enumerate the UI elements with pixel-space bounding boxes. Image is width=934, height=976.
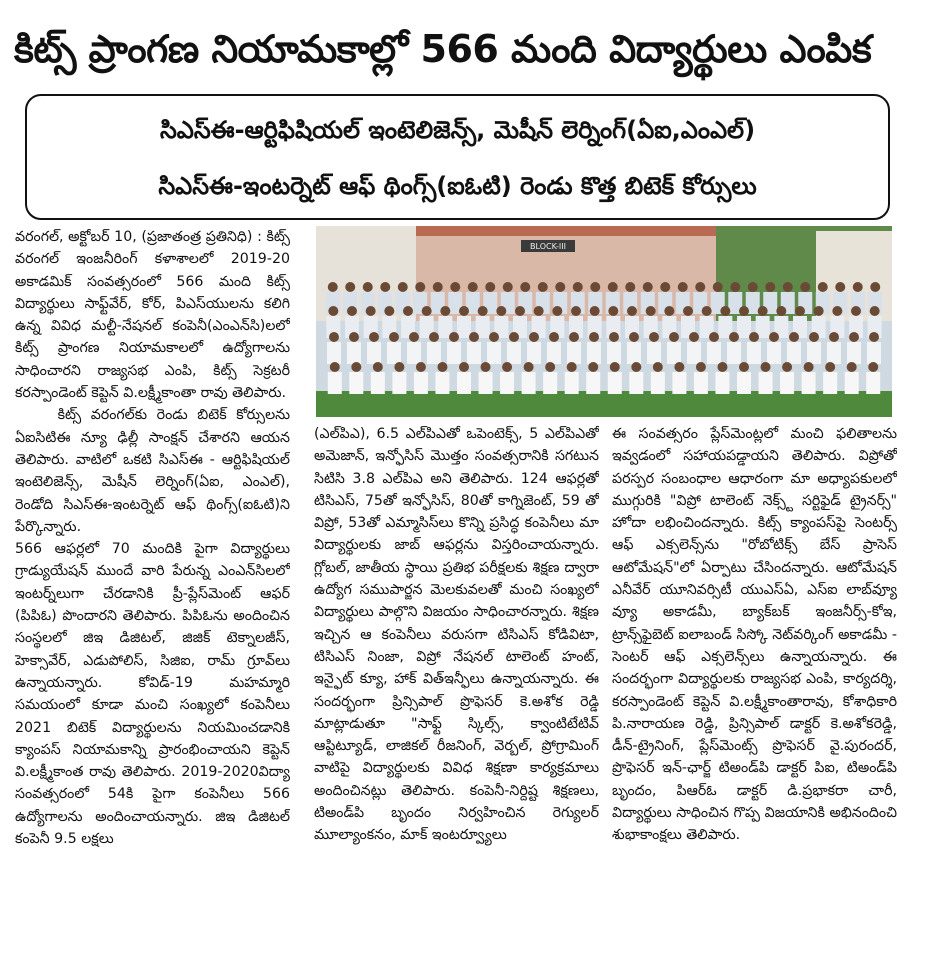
article-paragraph: వరంగల్, అక్టోబర్ 10, (ప్రజాతంత్ర ప్రతినిధి) : కిట్స్ వరంగల్ ఇంజనీరింగ్ కళాశాలలో 2019-20 అకాడమిక్ సంవత్సరంలో 566 మంది కిట్స్ విద్యార్థులు సాఫ్ట్‌వేర్, కోర్, పిఎస్‌యులను కలిగి ఉన్న వివిధ మల్టీ-నేషనల్ కంపెనీ(ఎంఎన్‌సి)లలో కిట్స్ ప్రాంగణ నియామకాలలో ఉద్యోగాలను సాధించారని రాజ్యసభ ఎంపి, కిట్స్ సెక్రటరీ కరస్పాండెంట్ కెప్టెన్ వి.లక్ష్మీకాంతా రావు తెలిపారు. [15, 229, 290, 402]
article-paragraph: (ఎల్‌పిఎ), 6.5 ఎల్‌పిఎతో ఒపెంటెక్స్, 5 ఎల్‌పిఎతో అమెజాన్, ఇన్ఫోసిస్ మొత్తం సంవత్సరానికి సగటున సిటిసి 3.8 ఎల్‌పిఎ అని తెలిపారు. 124 ఆఫర్లతో టిసిఎస్, 75తో ఇన్ఫోసిస్, 80తో కాగ్నిజెంట్, 59 తో విప్రో, 53తో ఎమ్మాసిస్‌లు కొన్ని ప్రసిద్ధ కంపెనీలు మా విద్యార్థులకు జాబ్ ఆఫర్లను విస్తరించాయన్నారు. గ్లోబల్, జాతీయ స్థాయి ప్రతిభ పరీక్షలకు శిక్షణ ద్వారా ఉద్యోగ సముపార్జన మెలకువలతో మంచి సంఖ్యలో విద్యార్థులు పాల్గొని విజయం సాధించారన్నారు. శిక్షణ ఇచ్చిన ఆ కంపెనీలు వరుసగా టిసిఎస్ కోడివిటా, టిసిఎస్ నింజా, విప్రో నేషనల్ టాలెంట్ హంట్, ఇన్ఫైట్ క్యూ, హాక్ విత్ఇన్ఫీలు ఉన్నాయన్నారు. ఈ సందర్భంగా ప్రిన్సిపాల్ ప్రొఫెసర్ కె.అశోక రెడ్డి మాట్లాడుతూ "సాఫ్ట్ స్కిల్స్, క్వాంటిటేటివ్ ఆప్టిట్యూడ్, లాజికల్ రీజనింగ్, వెర్బల్, ప్రోగ్రామింగ్ వాటిపై విద్యార్థులకు వివిధ శిక్షణా కార్యక్రమాలు అందించినట్లు తెలిపారు. కంపెనీ-నిర్దిష్ట శిక్షణలు, టిఅండ్‌పి బృందం నిర్వహించిన రెగ్యులర్ మూల్యాంకనం, మాక్ ఇంటర్వ్యూలు [314, 426, 599, 844]
article-paragraph: కిట్స్ వరంగల్‌కు రెండు బిటెక్ కోర్సులను ఏఐసిటిఈ న్యూ ఢిల్లీ సాంక్షన్ చేశారని ఆయన తెలిపారు. వాటిలో ఒకటి సిఎస్ఈ - ఆర్టిఫిషియల్ ఇంటెలిజెన్స్, మెషీన్ లెర్నింగ్(ఏఐ, ఎంఎల్), రెండోది సిఎస్ఈ-ఇంటర్నెట్ ఆఫ్ థింగ్స్(ఐఓటి)ని పేర్కొన్నారు. [15, 407, 290, 535]
article-paragraph: ఈ సంవత్సరం ప్లేస్‌మెంట్లలో మంచి ఫలితాలను ఇవ్వడంలో సహాయపడ్డాయని తెలిపారు. విప్రోతో పరస్పర సంబంధాల ఆధారంగా మా అధ్యాపకులలో ముగ్గురికి "విప్రో టాలెంట్ నెక్స్ట్ సర్టిఫైడ్ ట్రైనర్స్" హోదా లభించిందన్నారు. కిట్స్ క్యాంపస్‌పై సెంటర్స్ ఆఫ్ ఎక్సలెన్స్‌ను "రోబోటిక్స్ బేస్ ప్రాసెస్ ఆటోమేషన్"లో ఏర్పాటు చేసిందన్నారు. ఆటోమేషన్ ఎనీవేర్ యూనివర్సిటీ యుఎస్ఏ, ఎస్ఐ లాబ్‌వ్యూ వ్యూ అకాడమీ, బ్యాక్‌బక్ ఇంజనీర్స్-కోఇ, ట్రాన్స్‌ఫైబెట్ ఐలాబండ్ సిస్కో నెట్‌వర్కింగ్ అకాడమీ - సెంటర్ ఆఫ్ ఎక్సలెన్స్‌లు ఉన్నాయన్నారు. ఈ సందర్భంగా విద్యార్థులకు రాజ్యసభ ఎంపి, కార్యదర్శి, కరస్పాండెంట్ కెప్టెన్ వి.లక్ష్మీకాంతారావు, కోశాధికారి పి.నారాయణ రెడ్డి, ప్రిన్సిపాల్ డాక్టర్ కె.అశోకరెడ్డి, డీన్-ట్రైనింగ్, ప్లేస్‌మెంట్స్ ప్రొఫెసర్ వై.పురందర్, ప్రొఫెసర్ ఇన్-ఛార్జ్ టిఅండ్‌పి డాక్టర్ పిఐ, టిఅండ్‌పి బృందం, పిఆర్ఓ డాక్టర్ డి.ప్రభాకరా చారీ, విద్యార్థులు సాధించిన గొప్ప విజయానికి అభినందించి శుభాకాంక్షలు తెలిపారు. [612, 426, 897, 844]
headline: కిట్స్ ప్రాంగణ నియామకాల్లో 566 మంది విద్యార్థులు ఎంపిక [14, 27, 872, 71]
subheadline-box [25, 94, 890, 220]
article-paragraph: 566 ఆఫర్లలో 70 మందికి పైగా విద్యార్థులు గ్రాడ్యుయేషన్ ముందే వారి పేరున్న ఎంఎన్‌సిలలో ఇంటర్న్‌లుగా చేరడానికి ప్రీ-ప్లేస్‌మెంట్ ఆఫర్ (పిపిఓ) పొందారని తెలిపారు. పిపిఓను అందించిన సంస్థలలో జిఇ డిజిటల్, జిజిక్ టెక్నాలజీస్, హెక్సావేర్, ఎడుపోలిస్, సిజిఐ, రామ్ గ్రూవ్‌లు ఉన్నాయన్నారు. కోవిడ్-19 మహమ్మారి సమయంలో కూడా మంచి సంఖ్యలో కంపెనీలు 2021 బిటెక్ విద్యార్థులను నియమించడానికి క్యాంపస్ నియామకాన్ని ప్రారంభించాయని కెప్టెన్ వి.లక్ష్మీకాంత రావు తెలిపారు. 2019-2020విద్యా సంవత్సరంలో 54కి పైగా కంపెనీలు 566 ఉద్యోగాలను అందించాయన్నారు. జిఇ డిజిటల్ కంపెనీ 9.5 లక్షలు [15, 541, 290, 848]
subheadline-line-2: సిఎస్ఈ-ఇంటర్నెట్ ఆఫ్ థింగ్స్(ఐఓటి) రెండు కొత్త బిటెక్ కోర్సులు [158, 172, 757, 200]
article-column-1 [15, 226, 290, 971]
building-sign: BLOCK-III [530, 242, 566, 251]
subheadline-line-1: సిఎస్ఈ-ఆర్టిఫిషియల్ ఇంటెలిజెన్స్, మెషీన్ లెర్నింగ్(ఏఐ,ఎంఎల్) [159, 116, 756, 144]
article-column-2 [314, 423, 599, 971]
group-photo [316, 226, 892, 417]
article-column-3 [612, 423, 897, 971]
